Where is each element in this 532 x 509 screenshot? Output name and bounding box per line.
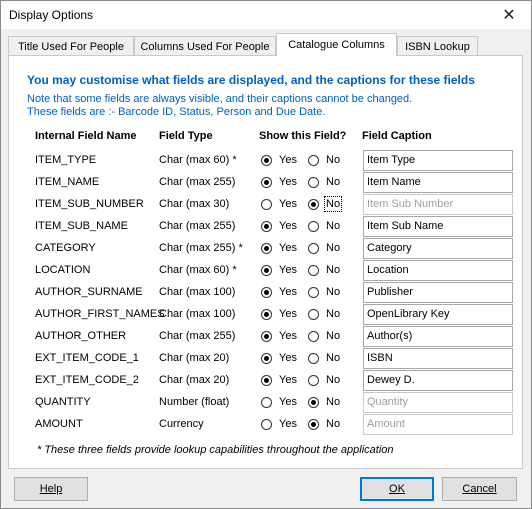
show-no-radio[interactable] bbox=[308, 287, 319, 298]
field-caption-input[interactable]: Category bbox=[363, 238, 513, 259]
internal-field-name: ITEM_NAME bbox=[35, 176, 100, 188]
column-header-show-field: Show this Field? bbox=[259, 130, 347, 142]
show-no-radio[interactable] bbox=[308, 419, 319, 430]
help-button-label: Help bbox=[39, 483, 63, 495]
show-yes-radio[interactable] bbox=[261, 397, 272, 408]
title-bar bbox=[1, 1, 531, 29]
show-no-radio[interactable] bbox=[308, 331, 319, 342]
show-no-radio[interactable] bbox=[308, 199, 319, 210]
cancel-button[interactable] bbox=[442, 477, 517, 501]
table-row bbox=[9, 304, 522, 326]
show-yes-radio[interactable] bbox=[261, 353, 272, 364]
show-no-label[interactable]: No bbox=[326, 220, 341, 232]
internal-field-name: ITEM_TYPE bbox=[35, 154, 97, 166]
help-button[interactable] bbox=[14, 477, 88, 501]
field-caption-input[interactable]: Item Name bbox=[363, 172, 513, 193]
field-caption-input[interactable]: Location bbox=[363, 260, 513, 281]
internal-field-name: AMOUNT bbox=[35, 418, 83, 430]
internal-field-name: QUANTITY bbox=[35, 396, 91, 408]
table-row bbox=[9, 216, 522, 238]
field-type: Char (max 255) bbox=[159, 176, 236, 188]
show-yes-radio[interactable] bbox=[261, 199, 272, 210]
show-yes-label[interactable]: Yes bbox=[279, 154, 297, 166]
field-type: Char (max 100) bbox=[159, 308, 236, 320]
show-yes-label[interactable]: Yes bbox=[279, 374, 297, 386]
table-row bbox=[9, 194, 522, 216]
close-icon[interactable]: ✕ bbox=[502, 7, 516, 24]
field-type: Char (max 60) * bbox=[159, 154, 237, 166]
show-no-radio[interactable] bbox=[308, 243, 319, 254]
show-no-label[interactable]: No bbox=[326, 198, 341, 210]
show-no-radio[interactable] bbox=[308, 265, 319, 276]
show-yes-radio[interactable] bbox=[261, 375, 272, 386]
field-caption-input[interactable]: Item Type bbox=[363, 150, 513, 171]
internal-field-name: EXT_ITEM_CODE_1 bbox=[35, 352, 139, 364]
internal-field-name: ITEM_SUB_NUMBER bbox=[35, 198, 144, 210]
internal-field-name: ITEM_SUB_NAME bbox=[35, 220, 128, 232]
internal-field-name: LOCATION bbox=[35, 264, 91, 276]
field-caption-input[interactable]: Item Sub Name bbox=[363, 216, 513, 237]
internal-field-name: AUTHOR_FIRST_NAMES bbox=[35, 308, 165, 320]
show-no-label[interactable]: No bbox=[326, 264, 341, 276]
show-no-radio[interactable] bbox=[308, 375, 319, 386]
show-no-radio[interactable] bbox=[308, 155, 319, 166]
show-yes-label[interactable]: Yes bbox=[279, 396, 297, 408]
field-caption-input[interactable]: OpenLibrary Key bbox=[363, 304, 513, 325]
internal-field-name: AUTHOR_OTHER bbox=[35, 330, 127, 342]
show-yes-label[interactable]: Yes bbox=[279, 352, 297, 364]
show-yes-label[interactable]: Yes bbox=[279, 330, 297, 342]
show-no-label[interactable]: No bbox=[326, 374, 341, 386]
field-type: Char (max 30) bbox=[159, 198, 230, 210]
field-type: Char (max 20) bbox=[159, 374, 230, 386]
field-type: Char (max 60) * bbox=[159, 264, 237, 276]
table-row bbox=[9, 326, 522, 348]
internal-field-name: EXT_ITEM_CODE_2 bbox=[35, 374, 139, 386]
table-row bbox=[9, 150, 522, 172]
internal-field-name: AUTHOR_SURNAME bbox=[35, 286, 143, 298]
show-no-label[interactable]: No bbox=[326, 330, 341, 342]
show-yes-radio[interactable] bbox=[261, 309, 272, 320]
show-no-label[interactable]: No bbox=[326, 352, 341, 364]
show-no-radio[interactable] bbox=[308, 221, 319, 232]
ok-button[interactable] bbox=[360, 477, 434, 501]
tab-title-used-for-people[interactable]: Title Used For People bbox=[8, 36, 134, 56]
table-row bbox=[9, 392, 522, 414]
window-title: Display Options bbox=[9, 8, 94, 22]
ok-button-label: OK bbox=[389, 483, 405, 495]
field-type: Char (max 255) bbox=[159, 220, 236, 232]
table-row bbox=[9, 370, 522, 392]
field-caption-input[interactable]: Publisher bbox=[363, 282, 513, 303]
field-type: Currency bbox=[159, 418, 204, 430]
show-yes-radio[interactable] bbox=[261, 177, 272, 188]
show-no-label[interactable]: No bbox=[326, 286, 341, 298]
show-no-radio[interactable] bbox=[308, 177, 319, 188]
field-caption-input[interactable]: Amount bbox=[363, 414, 513, 435]
show-yes-label[interactable]: Yes bbox=[279, 264, 297, 276]
show-no-radio[interactable] bbox=[308, 353, 319, 364]
column-header-field-caption: Field Caption bbox=[362, 130, 432, 142]
note-line-2: These fields are :- Barcode ID, Status, Person and Due Date. bbox=[27, 106, 326, 118]
show-yes-label[interactable]: Yes bbox=[279, 198, 297, 210]
show-no-radio[interactable] bbox=[308, 309, 319, 320]
show-yes-radio[interactable] bbox=[261, 265, 272, 276]
show-yes-label[interactable]: Yes bbox=[279, 176, 297, 188]
table-row bbox=[9, 348, 522, 370]
show-yes-label[interactable]: Yes bbox=[279, 418, 297, 430]
show-yes-radio[interactable] bbox=[261, 221, 272, 232]
show-no-label[interactable]: No bbox=[326, 154, 341, 166]
field-type: Number (float) bbox=[159, 396, 230, 408]
show-yes-label[interactable]: Yes bbox=[279, 308, 297, 320]
show-no-label[interactable]: No bbox=[326, 242, 341, 254]
panel-heading: You may customise what fields are displayed, and the captions for these fields bbox=[27, 73, 475, 87]
show-yes-radio[interactable] bbox=[261, 287, 272, 298]
column-header-internal-name: Internal Field Name bbox=[35, 130, 137, 142]
note-line-1: Note that some fields are always visible, and their captions cannot be changed. bbox=[27, 93, 413, 105]
table-row bbox=[9, 414, 522, 436]
tab-isbn-lookup[interactable]: ISBN Lookup bbox=[397, 36, 478, 56]
table-row bbox=[9, 260, 522, 282]
show-yes-label[interactable]: Yes bbox=[279, 286, 297, 298]
field-type: Char (max 20) bbox=[159, 352, 230, 364]
show-no-label[interactable]: No bbox=[326, 418, 341, 430]
show-yes-radio[interactable] bbox=[261, 419, 272, 430]
show-no-label[interactable]: No bbox=[326, 308, 341, 320]
field-type: Char (max 255) * bbox=[159, 242, 243, 254]
table-row bbox=[9, 172, 522, 194]
show-yes-label[interactable]: Yes bbox=[279, 220, 297, 232]
column-header-field-type: Field Type bbox=[159, 130, 213, 142]
field-caption-input[interactable]: ISBN bbox=[363, 348, 513, 369]
field-caption-input[interactable]: Item Sub Number bbox=[363, 194, 513, 215]
field-caption-input[interactable]: Author(s) bbox=[363, 326, 513, 347]
show-yes-label[interactable]: Yes bbox=[279, 242, 297, 254]
field-caption-input[interactable]: Dewey D. bbox=[363, 370, 513, 391]
catalogue-columns-panel bbox=[8, 55, 523, 469]
internal-field-name: CATEGORY bbox=[35, 242, 96, 254]
show-no-label[interactable]: No bbox=[326, 176, 341, 188]
field-type: Char (max 255) bbox=[159, 330, 236, 342]
show-yes-radio[interactable] bbox=[261, 243, 272, 254]
footnote: * These three fields provide lookup capabilities throughout the application bbox=[37, 444, 394, 456]
show-yes-radio[interactable] bbox=[261, 331, 272, 342]
show-no-radio[interactable] bbox=[308, 397, 319, 408]
show-no-label[interactable]: No bbox=[326, 396, 341, 408]
field-type: Char (max 100) bbox=[159, 286, 236, 298]
table-row bbox=[9, 282, 522, 304]
cancel-button-label: Cancel bbox=[462, 483, 497, 495]
field-caption-input[interactable]: Quantity bbox=[363, 392, 513, 413]
table-row bbox=[9, 238, 522, 260]
show-yes-radio[interactable] bbox=[261, 155, 272, 166]
tab-columns-used-for-people[interactable]: Columns Used For People bbox=[134, 36, 276, 56]
tab-catalogue-columns[interactable]: Catalogue Columns bbox=[276, 33, 397, 56]
